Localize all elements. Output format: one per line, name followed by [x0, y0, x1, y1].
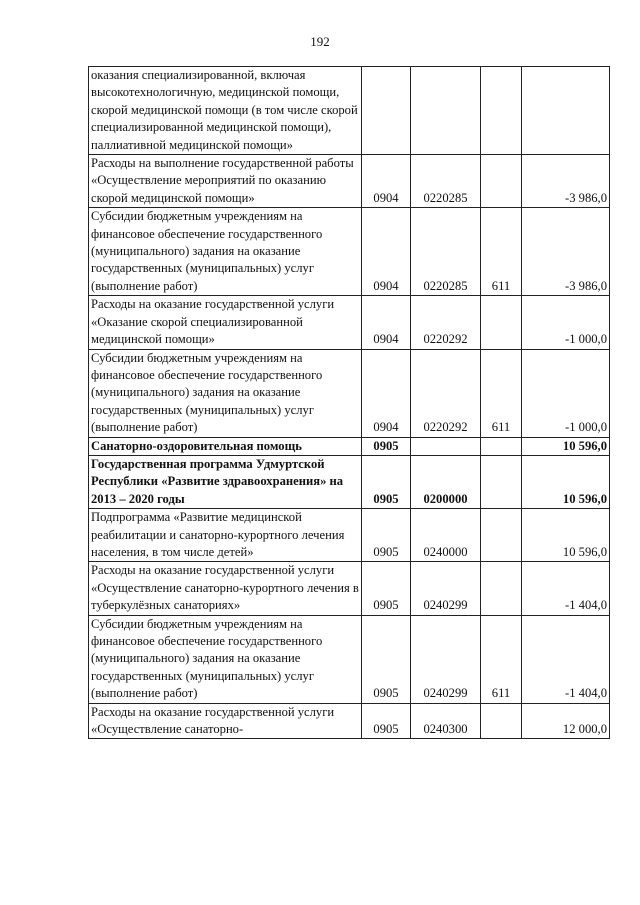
target-code-cell [411, 437, 481, 455]
section-code-cell: 0905 [362, 509, 411, 562]
expense-name-cell: Субсидии бюджетным учреждениям на финансовое обеспечение государственного (муниципального) задания на оказание государственных (муниципальных) услуг (выполнение работ) [89, 615, 362, 703]
section-code-cell [362, 67, 411, 155]
target-code-cell: 0220292 [411, 296, 481, 349]
expense-type-cell [481, 703, 522, 739]
expense-type-cell: 611 [481, 208, 522, 296]
section-code-cell: 0905 [362, 562, 411, 615]
expense-type-cell [481, 296, 522, 349]
target-code-cell: 0240000 [411, 509, 481, 562]
expense-name-cell: Подпрограмма «Развитие медицинской реабилитации и санаторно-курортного лечения населения, в том числе детей» [89, 509, 362, 562]
expense-type-cell [481, 562, 522, 615]
target-code-cell: 0200000 [411, 455, 481, 508]
expense-name-cell: оказания специализированной, включая высокотехнологичную, медицинской помощи, скорой медицинской помощи (в том числе скорой специализированной медицинской помощи), паллиативной медицинской помощи» [89, 67, 362, 155]
expense-type-cell [481, 437, 522, 455]
section-code-cell: 0904 [362, 155, 411, 208]
target-code-cell: 0220285 [411, 155, 481, 208]
target-code-cell: 0240300 [411, 703, 481, 739]
amount-cell: -3 986,0 [522, 155, 610, 208]
target-code-cell: 0220292 [411, 349, 481, 437]
section-code-cell: 0904 [362, 296, 411, 349]
amount-cell: 10 596,0 [522, 437, 610, 455]
amount-cell: -3 986,0 [522, 208, 610, 296]
expense-type-cell [481, 455, 522, 508]
expense-name-cell: Субсидии бюджетным учреждениям на финансовое обеспечение государственного (муниципального) задания на оказание государственных (муниципальных) услуг (выполнение работ) [89, 208, 362, 296]
table-row [89, 615, 610, 703]
amount-cell: -1 000,0 [522, 296, 610, 349]
table-row [89, 437, 610, 455]
target-code-cell: 0240299 [411, 615, 481, 703]
table-row [89, 208, 610, 296]
expense-name-cell: Субсидии бюджетным учреждениям на финансовое обеспечение государственного (муниципального) задания на оказание государственных (муниципальных) услуг (выполнение работ) [89, 349, 362, 437]
amount-cell: -1 404,0 [522, 615, 610, 703]
amount-cell: 10 596,0 [522, 455, 610, 508]
page-number: 192 [310, 34, 330, 49]
expense-name-cell: Расходы на выполнение государственной работы «Осуществление мероприятий по оказанию скорой медицинской помощи» [89, 155, 362, 208]
table-row [89, 296, 610, 349]
section-code-cell: 0904 [362, 208, 411, 296]
budget-table [88, 66, 610, 739]
amount-cell: -1 404,0 [522, 562, 610, 615]
expense-name-cell: Расходы на оказание государственной услуги «Осуществление санаторно- [89, 703, 362, 739]
target-code-cell: 0240299 [411, 562, 481, 615]
expense-name-cell: Расходы на оказание государственной услуги «Оказание скорой специализированной медицинской помощи» [89, 296, 362, 349]
table-row [89, 455, 610, 508]
section-code-cell: 0905 [362, 455, 411, 508]
expense-name-cell: Государственная программа Удмуртской Республики «Развитие здравоохранения» на 2013 – 2020 годы [89, 455, 362, 508]
amount-cell [522, 67, 610, 155]
section-code-cell: 0904 [362, 349, 411, 437]
table-row [89, 349, 610, 437]
expense-name-cell: Расходы на оказание государственной услуги «Осуществление санаторно-курортного лечения в туберкулёзных санаториях» [89, 562, 362, 615]
amount-cell: 12 000,0 [522, 703, 610, 739]
target-code-cell: 0220285 [411, 208, 481, 296]
expense-type-cell: 611 [481, 349, 522, 437]
table-row [89, 562, 610, 615]
target-code-cell [411, 67, 481, 155]
section-code-cell: 0905 [362, 615, 411, 703]
expense-type-cell [481, 67, 522, 155]
table-row [89, 703, 610, 739]
amount-cell: -1 000,0 [522, 349, 610, 437]
expense-name-cell: Санаторно-оздоровительная помощь [89, 437, 362, 455]
section-code-cell: 0905 [362, 703, 411, 739]
expense-type-cell [481, 509, 522, 562]
table-row [89, 155, 610, 208]
expense-type-cell: 611 [481, 615, 522, 703]
section-code-cell: 0905 [362, 437, 411, 455]
table-row [89, 509, 610, 562]
table-row [89, 67, 610, 155]
amount-cell: 10 596,0 [522, 509, 610, 562]
expense-type-cell [481, 155, 522, 208]
